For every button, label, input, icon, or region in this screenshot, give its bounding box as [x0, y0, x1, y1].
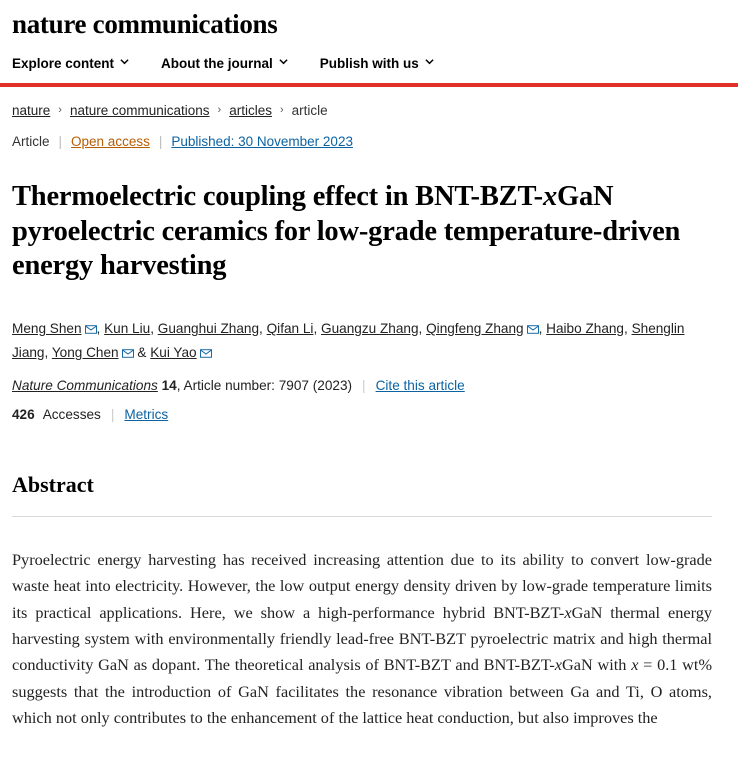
abstract-segment: Pyroelectric energy harvesting has received increasing attention due to its ability to convert low-grade waste heat into electricity. However, the low output energy density driven by low-grade temperature limits its practical applications. Here, we show a high-performance hybrid BNT-BZT-: [12, 549, 712, 622]
page-title: [0, 168, 738, 284]
author-link[interactable]: Haibo Zhang: [546, 321, 624, 337]
author-separator: ,: [44, 344, 49, 360]
author-link[interactable]: Meng Shen: [12, 321, 82, 337]
author-separator: ,: [96, 321, 101, 337]
meta-divider: |: [158, 133, 163, 149]
author-separator: ,: [538, 321, 543, 337]
author-link[interactable]: Shenglin Jiang: [12, 321, 685, 360]
masthead: [0, 0, 738, 46]
breadcrumb-separator-icon: ›: [279, 104, 284, 117]
abstract-segment: GaN with: [562, 655, 632, 675]
envelope-icon[interactable]: [122, 349, 134, 358]
author-link[interactable]: Guangzu Zhang: [321, 321, 419, 337]
metrics-link[interactable]: Metrics: [124, 406, 169, 422]
author-separator: ,: [259, 321, 263, 337]
nav-item-label: Explore content: [12, 55, 115, 71]
nav-item-publish-with-us[interactable]: [320, 56, 434, 71]
title-part-2: GaN pyroelectric ceramics for low-grade temperature-driven energy harvesting: [12, 180, 681, 282]
accesses-label: Accesses: [42, 406, 101, 422]
citation-line: [0, 364, 738, 393]
journal-link[interactable]: Nature Communications: [12, 377, 158, 393]
abstract-italic-x: x: [554, 655, 563, 675]
nav-item-about-the-journal[interactable]: [161, 56, 288, 71]
abstract-segment: GaN thermal energy harvesting system with environmentally friendly lead-free BNT-BZT pyroelectric matrix and high thermal conductivity GaN as dopant. The theoretical analysis of BNT-BZT and BNT-BZT-: [12, 602, 712, 675]
main-navigation: [0, 46, 738, 87]
nav-item-label: About the journal: [161, 55, 273, 71]
chevron-down-icon: [425, 57, 434, 66]
nav-item-explore-content[interactable]: [12, 56, 129, 71]
author-separator: ,: [418, 321, 423, 337]
abstract-divider: [12, 516, 712, 517]
metrics-divider: |: [110, 406, 115, 422]
envelope-icon[interactable]: [527, 325, 539, 334]
breadcrumb: [0, 87, 738, 118]
author-link[interactable]: Yong Chen: [51, 344, 119, 360]
open-access-link[interactable]: Open access: [71, 133, 150, 149]
published-date-link[interactable]: Published: 30 November 2023: [171, 133, 353, 149]
article-meta: [0, 118, 738, 149]
author-link[interactable]: Qingfeng Zhang: [426, 321, 524, 337]
author-ampersand: &: [137, 344, 147, 360]
author-link[interactable]: Kun Liu: [104, 321, 151, 337]
volume-number: 14: [161, 377, 177, 393]
author-link[interactable]: Kui Yao: [150, 344, 197, 360]
breadcrumb-item-article: article: [291, 102, 328, 118]
abstract-text: [0, 534, 738, 732]
cite-this-article-link[interactable]: Cite this article: [375, 377, 465, 393]
title-italic-x: x: [542, 180, 557, 212]
chevron-down-icon: [120, 57, 129, 66]
article-number: , Article number: 7907 (2023): [176, 377, 353, 393]
journal-brand[interactable]: nature communications: [12, 9, 278, 39]
meta-divider: |: [58, 133, 63, 149]
abstract-italic-x: x: [564, 602, 572, 622]
breadcrumb-separator-icon: ›: [217, 104, 222, 117]
envelope-icon[interactable]: [200, 349, 212, 358]
author-separator: ,: [624, 321, 628, 337]
accesses-count: 426: [12, 406, 35, 422]
article-type-label: Article: [12, 133, 50, 149]
chevron-down-icon: [279, 57, 288, 66]
abstract-italic-x: x: [631, 655, 639, 675]
envelope-icon[interactable]: [85, 325, 97, 334]
breadcrumb-item-nature[interactable]: nature: [12, 102, 51, 118]
breadcrumb-item-articles[interactable]: articles: [229, 102, 272, 118]
abstract-heading: Abstract: [12, 472, 94, 498]
author-separator: ,: [313, 321, 318, 337]
author-separator: ,: [150, 321, 154, 337]
nav-item-label: Publish with us: [319, 55, 419, 71]
citation-divider: |: [362, 377, 366, 393]
breadcrumb-separator-icon: ›: [58, 104, 62, 117]
abstract-segment: = 0.1 wt% suggests that the introduction of GaN facilitates the resonance vibration between Ga and Ti, O atoms, which not only contributes to the enhancement of the lattice heat conduction, but also improves the: [12, 655, 713, 728]
author-list: [0, 303, 738, 364]
breadcrumb-item-nature-communications[interactable]: nature communications: [69, 102, 210, 118]
author-link[interactable]: Guanghui Zhang: [157, 321, 260, 337]
author-link[interactable]: Qifan Li: [266, 321, 314, 337]
title-part-1: Thermoelectric coupling effect in BNT-BZT-: [12, 180, 543, 212]
metrics-line: [0, 393, 738, 422]
